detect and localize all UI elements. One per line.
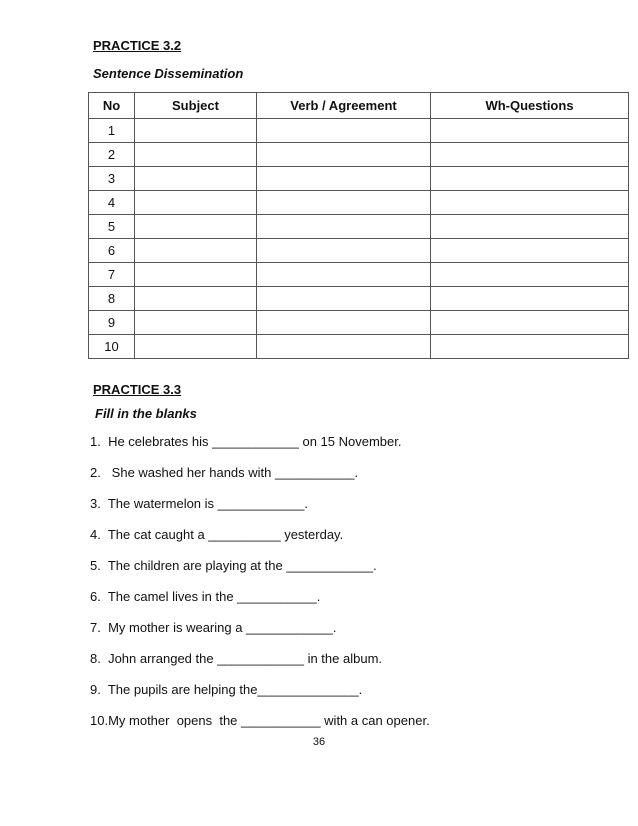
row-number: 10 (89, 335, 135, 359)
list-item: 4. The cat caught a __________ yesterday. (90, 527, 344, 542)
dissemination-table (88, 92, 629, 359)
row-number: 2 (89, 143, 135, 167)
table-row (89, 119, 629, 143)
wh-cell[interactable] (431, 167, 629, 191)
subject-cell[interactable] (135, 311, 257, 335)
verb-cell[interactable] (257, 191, 431, 215)
page-number: 36 (312, 736, 326, 748)
table-header-row (89, 93, 629, 119)
wh-cell[interactable] (431, 119, 629, 143)
practice-32-subtitle: Sentence Dissemination (93, 66, 244, 81)
subject-cell[interactable] (135, 287, 257, 311)
wh-cell[interactable] (431, 335, 629, 359)
row-number: 1 (89, 119, 135, 143)
table-row (89, 239, 629, 263)
row-number: 8 (89, 287, 135, 311)
table-row (89, 335, 629, 359)
list-item: 7. My mother is wearing a ____________. (90, 620, 337, 635)
verb-cell[interactable] (257, 215, 431, 239)
verb-cell[interactable] (257, 311, 431, 335)
list-item: 10.My mother opens the ___________ with a can opener. (90, 713, 430, 728)
list-item: 1. He celebrates his ____________ on 15 November. (90, 434, 402, 449)
subject-cell[interactable] (135, 143, 257, 167)
verb-cell[interactable] (257, 119, 431, 143)
fill-in-list (90, 426, 430, 736)
list-item: 3. The watermelon is ____________. (90, 496, 309, 511)
verb-cell[interactable] (257, 263, 431, 287)
practice-32-title: PRACTICE 3.2 (93, 38, 182, 53)
row-number: 9 (89, 311, 135, 335)
wh-cell[interactable] (431, 287, 629, 311)
table-row (89, 167, 629, 191)
subject-cell[interactable] (135, 215, 257, 239)
list-item: 9. The pupils are helping the______________. (90, 682, 363, 697)
verb-cell[interactable] (257, 335, 431, 359)
subject-cell[interactable] (135, 335, 257, 359)
header-wh-questions: Wh-Questions (431, 93, 629, 119)
subject-cell[interactable] (135, 239, 257, 263)
table-row (89, 143, 629, 167)
verb-cell[interactable] (257, 287, 431, 311)
wh-cell[interactable] (431, 215, 629, 239)
practice-33-subtitle: Fill in the blanks (95, 406, 197, 421)
list-item: 5. The children are playing at the ____________. (90, 558, 377, 573)
table-row (89, 311, 629, 335)
subject-cell[interactable] (135, 119, 257, 143)
verb-cell[interactable] (257, 167, 431, 191)
wh-cell[interactable] (431, 311, 629, 335)
row-number: 6 (89, 239, 135, 263)
wh-cell[interactable] (431, 263, 629, 287)
subject-cell[interactable] (135, 191, 257, 215)
list-item: 8. John arranged the ____________ in the album. (90, 651, 383, 666)
verb-cell[interactable] (257, 239, 431, 263)
wh-cell[interactable] (431, 239, 629, 263)
verb-cell[interactable] (257, 143, 431, 167)
row-number: 4 (89, 191, 135, 215)
subject-cell[interactable] (135, 263, 257, 287)
row-number: 5 (89, 215, 135, 239)
practice-33-title: PRACTICE 3.3 (93, 382, 182, 397)
table-row (89, 191, 629, 215)
list-item: 6. The camel lives in the ___________. (90, 589, 321, 604)
table-row (89, 215, 629, 239)
list-item: 2. She washed her hands with ___________. (90, 465, 359, 480)
subject-cell[interactable] (135, 167, 257, 191)
table-row (89, 287, 629, 311)
header-no: No (89, 93, 135, 119)
header-subject: Subject (135, 93, 257, 119)
wh-cell[interactable] (431, 191, 629, 215)
row-number: 7 (89, 263, 135, 287)
header-verb-agreement: Verb / Agreement (257, 93, 431, 119)
wh-cell[interactable] (431, 143, 629, 167)
table-row (89, 263, 629, 287)
row-number: 3 (89, 167, 135, 191)
